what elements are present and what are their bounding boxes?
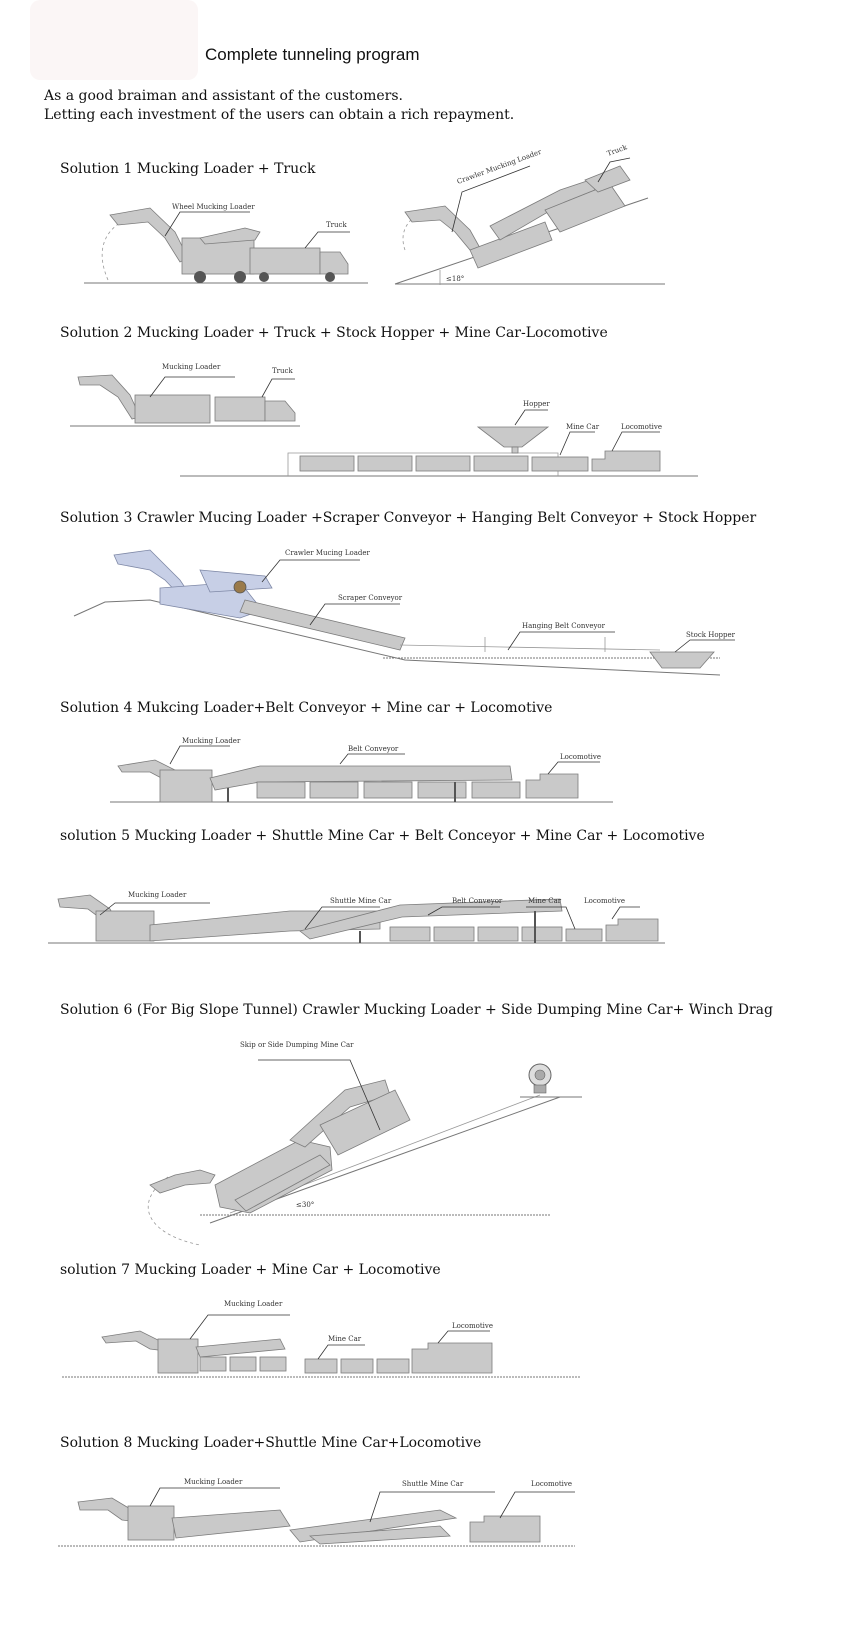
solution-4-heading: Solution 4 Mukcing Loader+Belt Conveyor + Mine car + Locomotive: [60, 700, 553, 716]
mine-car-train: [300, 456, 588, 471]
label-locomotive: Locomotive: [584, 897, 625, 905]
solution-8-heading: Solution 8 Mucking Loader+Shuttle Mine Car+Locomotive: [60, 1435, 482, 1451]
label-mucking-loader: Mucking Loader: [128, 891, 187, 899]
label-mucking-loader: Mucking Loader: [182, 737, 241, 745]
solution-4-diagram: [0, 730, 850, 810]
solution-6-diagram: [0, 1035, 850, 1255]
label-scraper-conveyor: Scraper Conveyor: [338, 594, 403, 602]
label-skip-side-dumping-mine-car: Skip or Side Dumping Mine Car: [240, 1041, 354, 1049]
intro-line-2: Letting each investment of the users can obtain a rich repayment.: [44, 107, 515, 123]
belt-conveyor-cars: [257, 782, 520, 798]
solution-5-diagram: [0, 875, 850, 955]
label-slope-18: ≤18°: [446, 275, 465, 283]
label-mucking-loader: Mucking Loader: [162, 363, 221, 371]
solution-6-heading: Solution 6 (For Big Slope Tunnel) Crawler Mucking Loader + Side Dumping Mine Car+ Winch Drag: [60, 1002, 773, 1018]
solution-8-diagram: [0, 1470, 850, 1560]
solution-1-diagram: [0, 140, 850, 300]
intro-line-1: As a good braiman and assistant of the customers.: [44, 88, 403, 104]
solution-7-heading: solution 7 Mucking Loader + Mine Car + Locomotive: [60, 1262, 441, 1278]
label-mucking-loader: Mucking Loader: [224, 1300, 283, 1308]
label-locomotive: Locomotive: [621, 423, 662, 431]
label-wheel-mucking-loader: Wheel Mucking Loader: [172, 203, 255, 211]
label-mine-car: Mine Car: [566, 423, 600, 431]
label-belt-conveyor: Belt Conveyor: [452, 897, 503, 905]
label-slope-30: ≤30°: [296, 1201, 315, 1209]
label-truck: Truck: [272, 367, 293, 375]
solution-3-heading: Solution 3 Crawler Mucing Loader +Scraper Conveyor + Hanging Belt Conveyor + Stock Hopper: [60, 510, 757, 526]
solution-7-diagram: [0, 1295, 850, 1385]
solution-2-diagram: [0, 355, 850, 485]
label-shuttle-mine-car: Shuttle Mine Car: [402, 1480, 464, 1488]
label-hanging-belt-conveyor: Hanging Belt Conveyor: [522, 622, 605, 630]
label-mine-car: Mine Car: [528, 897, 562, 905]
mine-car-train: [390, 927, 602, 941]
label-truck-2: Truck: [605, 143, 629, 158]
label-mucking-loader: Mucking Loader: [184, 1478, 243, 1486]
solution-2-heading: Solution 2 Mucking Loader + Truck + Stock Hopper + Mine Car-Locomotive: [60, 325, 608, 341]
label-truck-1: Truck: [326, 221, 347, 229]
label-crawler-mucing-loader: Crawler Mucing Loader: [285, 549, 370, 557]
solution-3-diagram: [0, 540, 850, 680]
page-title: Complete tunneling program: [205, 45, 420, 64]
label-stock-hopper: Stock Hopper: [686, 631, 735, 639]
label-locomotive: Locomotive: [560, 753, 601, 761]
label-locomotive: Locomotive: [531, 1480, 572, 1488]
solution-1-heading: Solution 1 Mucking Loader + Truck: [60, 161, 316, 177]
label-belt-conveyor: Belt Conveyor: [348, 745, 399, 753]
label-hopper: Hopper: [523, 400, 550, 408]
header-background-patch: [30, 0, 198, 80]
label-mine-car: Mine Car: [328, 1335, 362, 1343]
solution-5-heading: solution 5 Mucking Loader + Shuttle Mine Car + Belt Conceyor + Mine Car + Locomotive: [60, 828, 705, 844]
label-shuttle-mine-car: Shuttle Mine Car: [330, 897, 392, 905]
label-locomotive: Locomotive: [452, 1322, 493, 1330]
label-crawler-mucking-loader: Crawler Mucking Loader: [455, 147, 543, 186]
